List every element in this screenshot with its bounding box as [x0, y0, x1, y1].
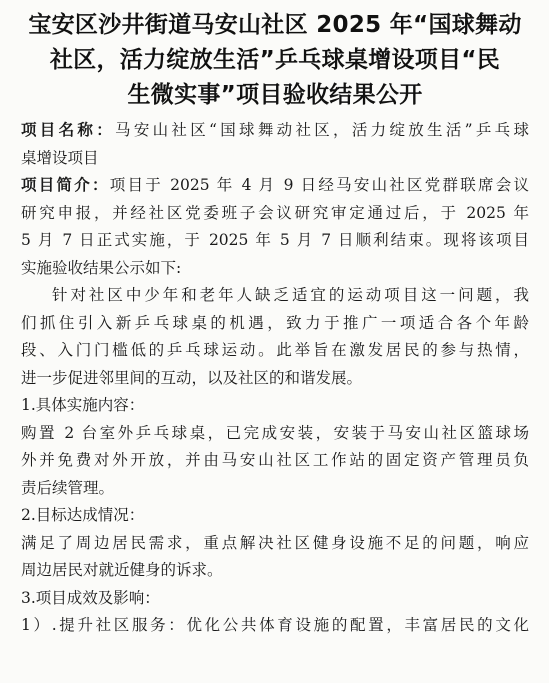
- title-line-3: 生微实事”项目验收结果公开: [127, 82, 423, 108]
- title-line-2: 社区，活力绽放生活”乒乓球桌增设项目“民: [49, 47, 501, 73]
- implementation-line-1: 购置 2 台室外乒乓球桌，已完成安装，安装于马安山社区篮球场: [21, 423, 529, 442]
- project-name-line-2: 桌增设项目: [21, 148, 99, 167]
- implementation-section: [21, 392, 529, 502]
- project-name-line-1: [21, 117, 529, 145]
- implementation-heading: 1.具体实施内容：: [21, 396, 145, 414]
- implementation-line-3: 责后续管理。: [21, 478, 115, 497]
- project-intro-text: 项目于 2025 年 4 月 9 日经马安山社区党群联席会议: [109, 176, 529, 194]
- project-name-text: 马安山社区“国球舞动社区，活力绽放生活”乒乓球: [115, 121, 529, 139]
- impact-heading: 3.项目成效及影响：: [21, 588, 160, 607]
- project-intro-line-3: 5 月 7 日正式实施，于 2025 年 5 月 7 日顺利结束。现将该项目: [21, 231, 529, 249]
- project-intro-line-1: [21, 172, 529, 200]
- document-title: [21, 8, 529, 113]
- project-name-label: 项目名称：: [21, 121, 116, 139]
- background-paragraph: [21, 282, 529, 392]
- implementation-line-2: 外并免费对外开放，并由马安山社区工作站的固定资产管理员负: [21, 451, 529, 469]
- background-line-2: 们抓住引入新乒乓球桌的机遇，致力于推广一项适合各个年龄: [21, 313, 529, 332]
- project-intro-section: [21, 172, 529, 282]
- project-name-section: [21, 117, 529, 172]
- goal-section: [21, 502, 529, 585]
- background-line-3: 段、入门门槛低的乒乓球运动。此举旨在激发居民的参与热情，: [21, 341, 529, 359]
- project-intro-line-4: 实施验收结果公示如下:: [21, 258, 182, 277]
- goal-heading: 2.目标达成情况：: [21, 506, 145, 524]
- project-intro-line-2: 研究申报，并经社区党委班子会议研究审定通过后，于 2025 年: [21, 203, 529, 222]
- title-line-1: 宝安区沙井街道马安山社区 2025 年“国球舞动: [28, 12, 522, 38]
- project-intro-label: 项目简介：: [21, 176, 110, 194]
- impact-line-1: 1）.提升社区服务：优化公共体育设施的配置，丰富居民的文化: [21, 616, 529, 634]
- goal-line-2: 周边居民对就近健身的诉求。: [21, 561, 223, 579]
- background-line-1: 针对社区中少年和老年人缺乏适宜的运动项目这一问题，我: [52, 286, 529, 304]
- background-line-4: 进一步促进邻里间的互动，以及社区的和谐发展。: [21, 368, 363, 387]
- goal-line-1: 满足了周边居民需求，重点解决社区健身设施不足的问题，响应: [21, 533, 529, 552]
- impact-section: [21, 585, 529, 640]
